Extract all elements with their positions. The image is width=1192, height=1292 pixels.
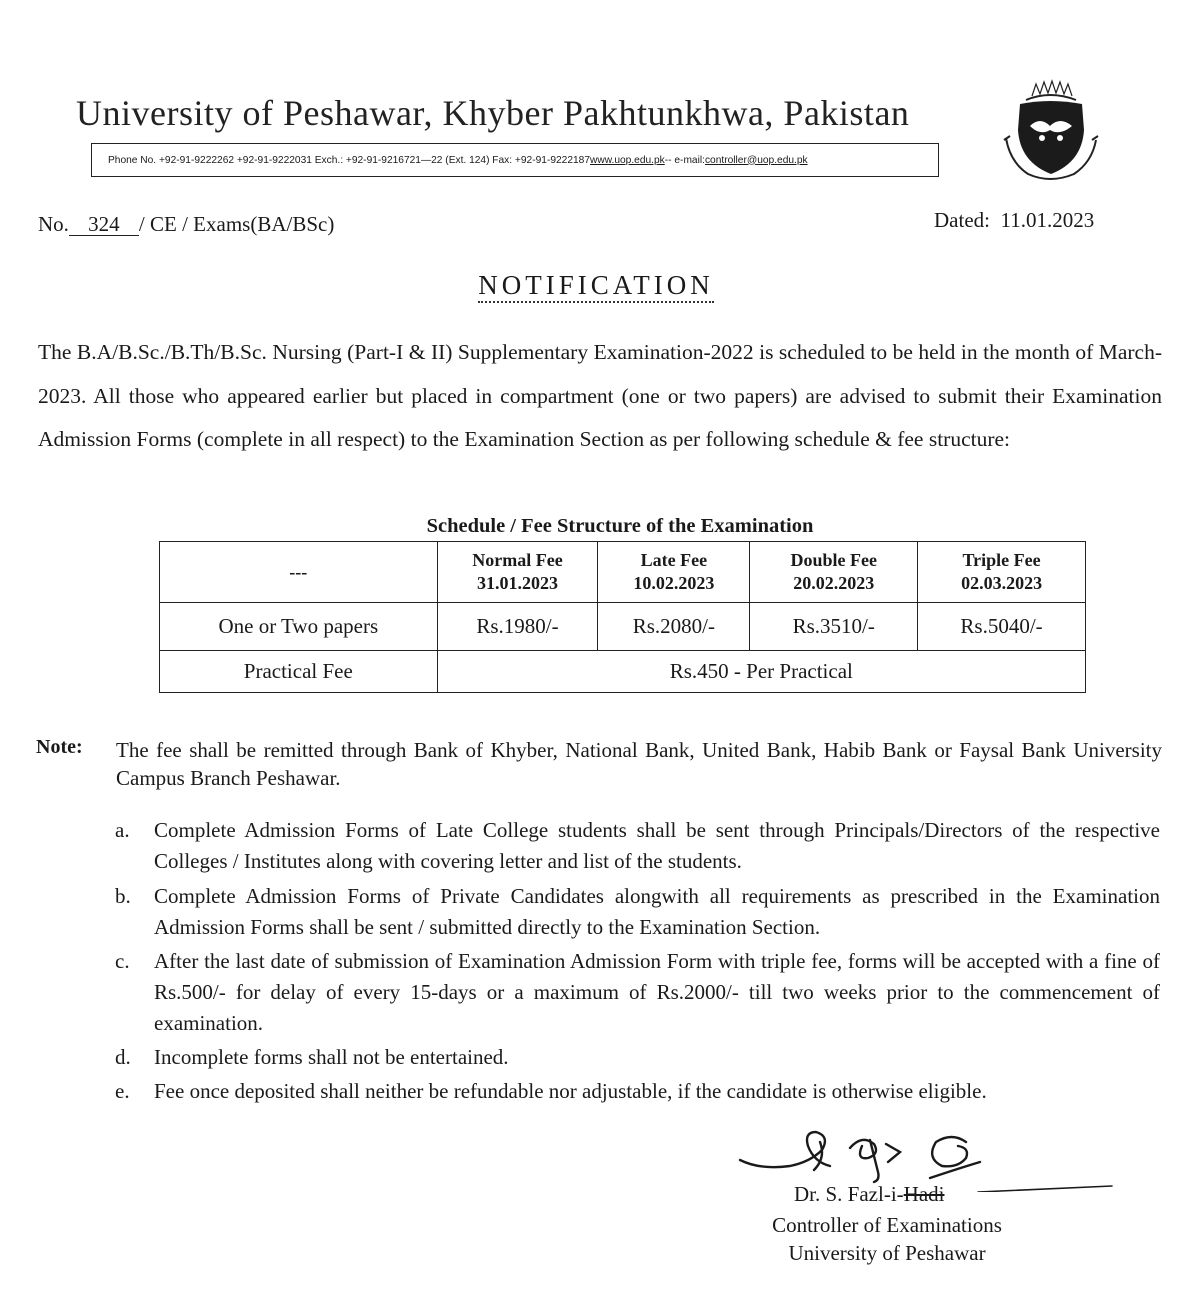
ref-prefix: No. [38, 212, 69, 236]
item-marker: c. [115, 949, 130, 973]
signatory-name-main: Dr. S. Fazl-i- [794, 1182, 904, 1206]
notification-title [0, 270, 1192, 301]
reference-number [38, 212, 334, 237]
website-link[interactable]: www.uop.edu.pk [590, 154, 665, 166]
signatory-institution: University of Peshawar [788, 1241, 986, 1265]
body-paragraph: The B.A/B.Sc./B.Th/B.Sc. Nursing (Part-I & II) Supplementary Examination-2022 is scheduled to be held in the month of March-2023. All those who appeared earlier but placed in compartment (one or two papers) are advised to submit their Examination Admission Forms (complete in all respect) to the Examination Section as per following schedule & fee structure: [38, 340, 1162, 451]
item-text: Fee once deposited shall neither be refundable nor adjustable, if the candidate is otherwise eligible. [154, 1079, 987, 1103]
university-title: University of Peshawar, Khyber Pakhtunkhwa, Pakistan [76, 93, 910, 133]
table-row [160, 651, 1086, 693]
header-date: 31.01.2023 [477, 573, 559, 593]
header-date: 02.03.2023 [961, 573, 1043, 593]
header-date: 20.02.2023 [793, 573, 875, 593]
item-marker: e. [115, 1079, 130, 1103]
item-marker: b. [115, 884, 131, 908]
header-normal-fee [437, 542, 598, 603]
notification-title-text: NOTIFICATION [478, 270, 713, 303]
header-double-fee [750, 542, 918, 603]
table-row [160, 603, 1086, 651]
email-label: -- e-mail: [664, 154, 705, 166]
header-label: Normal Fee [472, 550, 563, 570]
item-text: Complete Admission Forms of Late College students shall be sent through Principals/Directors of the respective Colleges / Institutes along with covering letter and list of the students. [154, 818, 1160, 873]
signatory-name [794, 1182, 944, 1207]
date-value: 11.01.2023 [1000, 208, 1095, 232]
table-corner-cell: --- [160, 542, 438, 603]
signatory-block [746, 1211, 1028, 1267]
email-link[interactable]: controller@uop.edu.pk [704, 154, 808, 166]
note-text: The fee shall be remitted through Bank of Khyber, National Bank, United Bank, Habib Bank or Faysal Bank University Campus Branch Peshawar. [116, 738, 1162, 790]
practical-fee-cell: Rs.450 - Per Practical [437, 651, 1085, 693]
ref-number: 324 [69, 213, 139, 236]
item-text: After the last date of submission of Examination Admission Form with triple fee, forms will be accepted with a fine of Rs.500/- for delay of every 15-days or a maximum of Rs.2000/- till two weeks prior to the commencement of examination. [154, 949, 1160, 1035]
header-late-fee [598, 542, 750, 603]
header-date: 10.02.2023 [633, 573, 715, 593]
item-marker: a. [115, 818, 130, 842]
table-header-row [160, 542, 1086, 603]
item-marker: d. [115, 1045, 131, 1069]
fee-cell: Rs.2080/- [598, 603, 750, 651]
date-line [934, 208, 1094, 233]
ref-suffix: / CE / Exams(BA/BSc) [138, 212, 335, 236]
contact-phones: Phone No. +92-91-9222262 +92-91-9222031 Exch.: +92-91-9216721—22 (Ext. 124) Fax: +92-91-9222187 [108, 154, 590, 166]
row-label: Practical Fee [160, 651, 438, 693]
item-text: Incomplete forms shall not be entertained. [154, 1045, 509, 1069]
header-label: Late Fee [640, 550, 708, 570]
note-label: Note: [36, 736, 83, 758]
header-label: Triple Fee [962, 550, 1041, 570]
header-triple-fee [918, 542, 1086, 603]
table-caption: Schedule / Fee Structure of the Examination [426, 515, 814, 537]
fee-cell: Rs.5040/- [918, 603, 1086, 651]
signatory-name-struck: Hadi [903, 1182, 945, 1206]
signatory-designation: Controller of Examinations [772, 1213, 1002, 1237]
row-label: One or Two papers [160, 603, 438, 651]
fee-table [159, 541, 1086, 693]
fee-cell: Rs.1980/- [437, 603, 598, 651]
item-text: Complete Admission Forms of Private Candidates alongwith all requirements as prescribed in the Examination Admission Forms shall be sent / submitted directly to the Examination Section. [154, 884, 1160, 939]
fee-cell: Rs.3510/- [750, 603, 918, 651]
dated-label: Dated: [934, 208, 990, 232]
contact-bar [91, 143, 939, 177]
university-logo [996, 78, 1104, 188]
header-label: Double Fee [790, 550, 877, 570]
